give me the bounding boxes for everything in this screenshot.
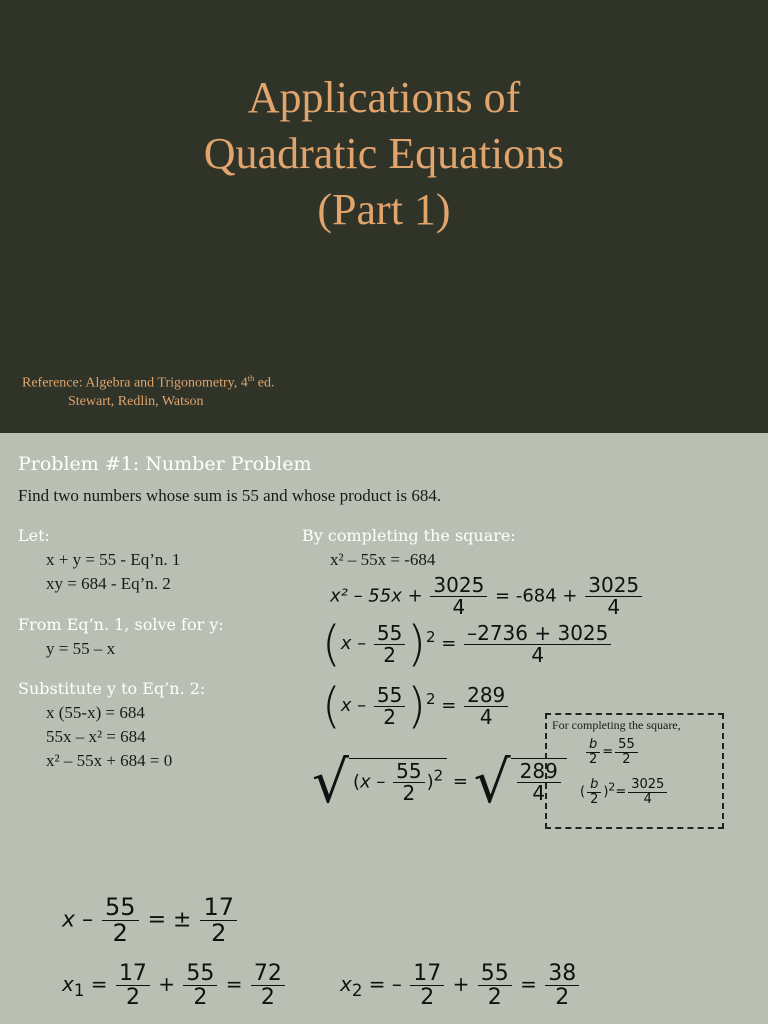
plus-minus: = ± xyxy=(147,907,192,933)
reference-line-1 xyxy=(22,374,275,392)
denominator: 2 xyxy=(622,751,631,767)
numerator: 289 xyxy=(517,761,561,783)
title-line-1: Applications of xyxy=(247,73,521,122)
denominator: 2 xyxy=(383,704,396,729)
fraction xyxy=(102,895,139,946)
denominator: 2 xyxy=(402,780,416,805)
radical-icon: √ xyxy=(312,748,349,816)
problem-statement: Find two numbers whose sum is 55 and whose product is 684. xyxy=(18,486,442,505)
denominator: 2 xyxy=(193,985,208,1011)
substitute-step-3: x² – 55x + 684 = 0 xyxy=(46,751,173,770)
exponent: 2 xyxy=(426,628,436,646)
equation-1: x + y = 55 - Eq’n. 1 xyxy=(46,550,181,569)
step3-x: x – xyxy=(340,633,367,654)
subscript: 2 xyxy=(351,981,363,1001)
completing-step-3: (x – $\frac{55}{2}$ )$^2$ = $\frac{-2736 + 3025}{4}$ xyxy=(322,620,613,668)
x-variable: x xyxy=(340,972,352,997)
numerator: 3025 xyxy=(430,575,487,597)
substitute-step-2: 55x – x² = 684 xyxy=(46,727,146,746)
denominator: 2 xyxy=(260,985,275,1011)
left-paren: ( xyxy=(322,616,341,672)
denominator: 4 xyxy=(479,704,493,729)
solution-general: x – $\frac{55}{2}$ = ± $\frac{17}{2}$ xyxy=(62,895,239,946)
numerator: b xyxy=(587,778,601,793)
note-formula-1 xyxy=(584,738,640,766)
numerator: 289 xyxy=(464,685,508,707)
equation-2: xy = 684 - Eq’n. 2 xyxy=(46,574,171,593)
fraction xyxy=(116,962,150,1009)
equals: = xyxy=(602,744,614,760)
denominator: 2 xyxy=(588,751,598,767)
fraction xyxy=(615,738,638,766)
completing-step-1: x² – 55x = -684 xyxy=(330,550,436,569)
reference-line-2: Stewart, Redlin, Watson xyxy=(68,394,204,409)
note-title: For completing the square, xyxy=(552,718,681,732)
solve-heading: From Eq’n. 1, solve for y: xyxy=(18,615,224,634)
fraction xyxy=(374,620,405,667)
numerator: 55 xyxy=(393,761,424,783)
fraction xyxy=(410,962,444,1009)
denominator: 2 xyxy=(487,985,502,1011)
subscript: 1 xyxy=(73,981,85,1001)
fraction xyxy=(545,962,579,1009)
denominator: 2 xyxy=(590,791,599,807)
solve-equation: y = 55 – x xyxy=(46,639,116,658)
completing-square-heading: By completing the square: xyxy=(302,526,516,545)
fraction xyxy=(464,620,611,667)
solution-x2: $x_2$ = – $\frac{17}{2}$ + $\frac{55}{2}$ = $\frac{38}{2}$ xyxy=(340,962,581,1009)
denominator: 2 xyxy=(555,985,570,1011)
numerator: 3025 xyxy=(585,575,642,597)
solution-x1: $x_1$ = $\frac{17}{2}$ + $\frac{55}{2}$ = $\frac{72}{2}$ xyxy=(62,962,287,1009)
completing-step-4: (x – $\frac{55}{2}$ )$^2$ = $\frac{289}{4}$ xyxy=(322,682,510,730)
fraction xyxy=(628,778,667,806)
fraction xyxy=(200,895,237,946)
title-line-2: Quadratic Equations xyxy=(203,129,565,178)
fraction xyxy=(374,682,405,729)
numerator: 17 xyxy=(116,962,150,986)
denominator: 4 xyxy=(452,595,466,619)
radical-icon: √ xyxy=(473,748,511,816)
problem-heading: Problem #1: Number Problem xyxy=(18,453,312,475)
numerator: 38 xyxy=(545,962,579,986)
numerator: 55 xyxy=(615,738,638,753)
substitute-heading: Substitute y to Eq’n. 2: xyxy=(18,679,206,698)
title-line-3: (Part 1) xyxy=(317,185,451,234)
fraction xyxy=(251,962,285,1009)
reference-text-end: ed. xyxy=(254,375,275,391)
numerator: 3025 xyxy=(628,778,667,793)
denominator: 2 xyxy=(211,919,227,948)
numerator: b xyxy=(586,738,600,753)
left-paren: ( xyxy=(322,678,341,734)
fraction xyxy=(585,575,642,618)
exponent: 2 xyxy=(608,780,616,794)
fraction xyxy=(478,962,512,1009)
reference-text: Reference: Algebra and Trigonometry, 4 xyxy=(22,375,248,391)
fraction xyxy=(393,758,424,805)
numerator: 72 xyxy=(251,962,285,986)
step2-left: x² – 55x + xyxy=(330,585,423,607)
denominator: 2 xyxy=(420,985,435,1011)
step4-x: x – xyxy=(340,695,367,716)
fraction xyxy=(183,962,217,1009)
x-variable: x xyxy=(62,972,74,997)
radicand: (x – $\frac{55}{2}$ )$^2$ xyxy=(349,758,447,806)
denominator: 4 xyxy=(532,780,546,805)
exponent: 2 xyxy=(426,690,436,708)
fraction xyxy=(464,682,508,729)
denominator: 2 xyxy=(383,642,396,667)
numerator: 17 xyxy=(410,962,444,986)
note-formula-2: ( $\frac{b}{2}$ )$^2$= $\frac{3025}{4}$ xyxy=(580,778,669,806)
numerator: 55 xyxy=(374,685,405,707)
numerator: 55 xyxy=(374,623,405,645)
exponent: 2 xyxy=(433,766,444,784)
denominator: 2 xyxy=(112,919,128,948)
x-variable: x xyxy=(62,907,76,933)
numerator: 55 xyxy=(183,962,217,986)
let-heading: Let: xyxy=(18,526,50,545)
equals: = xyxy=(615,784,627,800)
numerator: 17 xyxy=(200,895,237,921)
completing-step-5: √ (x – $\frac{55}{2}$ )$^2$ = √ $\frac{289}{4}$ xyxy=(312,748,567,816)
fraction xyxy=(586,738,600,766)
denominator: 4 xyxy=(643,791,652,807)
substitute-step-1: x (55-x) = 684 xyxy=(46,703,145,722)
step2-middle: = -684 + xyxy=(495,585,578,607)
fraction xyxy=(587,778,601,806)
numerator: 55 xyxy=(102,895,139,921)
right-paren: ) xyxy=(407,616,427,672)
reference-superscript: th xyxy=(247,374,255,383)
fraction xyxy=(430,575,487,618)
step5-x: x – xyxy=(360,771,386,792)
denominator: 4 xyxy=(531,642,545,667)
title-slide xyxy=(0,0,768,433)
numerator: –2736 + 3025 xyxy=(464,623,611,645)
completing-step-2 xyxy=(330,575,644,618)
numerator: 55 xyxy=(478,962,512,986)
right-paren: ) xyxy=(407,678,427,734)
denominator: 4 xyxy=(607,595,621,619)
denominator: 2 xyxy=(125,985,140,1011)
